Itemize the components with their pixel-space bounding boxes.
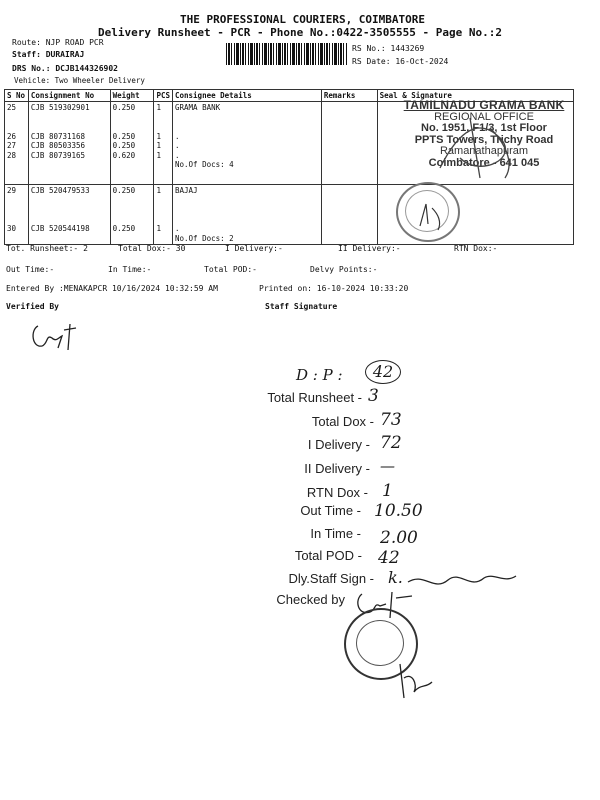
bank-stamp-address3: Ramanathapuram [439,145,529,157]
summary-staff-sign-label: Dly.Staff Sign - [288,571,374,586]
total-dox: Total Dox:- 30 [118,244,186,253]
summary-out-time-label: Out Time - [300,503,361,518]
pcs-cell: 1 1 [154,185,173,245]
staff-sign-scribble [404,566,524,596]
col-weight: Weight [110,90,154,102]
summary-i-delivery-value: 72 [380,433,402,453]
drs-label: DRS No.: [12,64,51,73]
tot-runsheet: Tot. Runsheet:- 2 [6,244,88,253]
in-time: In Time:- [108,265,152,274]
staff-label: Staff: [12,50,41,59]
summary-total-runsheet-label: Total Runsheet - [267,390,362,405]
staff-signature-label: Staff Signature [265,302,338,311]
summary-ii-delivery-label: II Delivery - [304,461,370,476]
remarks-cell [321,185,377,245]
staff-value: DURAIRAJ [45,50,85,59]
entered-by: Entered By :MENAKAPCR 10/16/2024 10:32:59 AM [6,284,218,293]
summary-rtn-dox-value: 1 [382,481,393,501]
col-remarks: Remarks [321,90,377,102]
summary-ii-delivery-value: — [380,457,395,475]
seal-signature-mark [412,196,452,236]
barcode [226,43,348,65]
summary-total-pod-label: Total POD - [294,548,362,563]
vehicle-type: Vehicle: Two Wheeler Delivery [14,76,145,85]
summary-out-time-value: 10.50 [374,501,423,521]
summary-checked-by-label: Checked by [276,592,345,607]
verified-by: Verified By [6,302,59,311]
consignee-cell: BAJAJ . No.Of Docs: 2 [172,185,321,245]
runsheet-title: Delivery Runsheet - PCR - Phone No.:0422-3505555 - Page No.:2 [98,26,502,39]
drs-value: DCJB144326902 [55,64,118,73]
bank-stamp-address1: No. 1951, F1/3, 1st Floor [421,122,547,134]
weight-cell: 0.250 0.250 [110,185,154,245]
rtn-dox: RTN Dox:- [454,244,498,253]
consignment-cell: CJB 520479533 CJB 520544198 [28,185,110,245]
ii-delivery: II Delivery:- [338,244,401,253]
dp-value: 42 [365,360,401,384]
consignee-cell: GRAMA BANK . . . No.Of Docs: 4 [172,102,321,185]
route-label: Route: [12,38,41,47]
company-name: THE PROFESSIONAL COURIERS, COIMBATORE [180,13,426,26]
route-row [12,38,104,47]
summary-total-dox-label: Total Dox - [311,414,374,429]
total-pod: Total POD:- [204,265,257,274]
col-pcs: PCS [154,90,173,102]
verifier-signature [28,318,88,358]
sno-cell: 25 26 27 28 [5,102,29,185]
summary-total-runsheet-value: 3 [368,386,379,406]
remarks-cell [321,102,377,185]
bank-signature-scribble [420,108,530,188]
staff-row [12,50,84,59]
table-row-group [5,185,574,245]
bank-stamp-address2: PPTS Towers, Trichy Road [414,133,554,146]
delvy-points: Delvy Points:- [310,265,378,274]
summary-rtn-dox-label: RTN Dox - [306,485,368,500]
dp-label: D : P : [296,366,343,384]
rs-number: RS No.: 1443269 [352,44,425,53]
col-consignment: Consignment No [28,90,110,102]
i-delivery: I Delivery:- [225,244,283,253]
pcs-cell: 1 1 1 1 [154,102,173,185]
summary-total-pod-value: 42 [378,548,400,568]
summary-staff-sign-value: k. [388,568,403,587]
sno-cell: 29 30 [5,185,29,245]
summary-in-time-value: 2.00 [380,528,418,548]
consignment-cell: CJB 519302901 CJB 80731168 CJB 80503356 CJB 80739165 [28,102,110,185]
out-time: Out Time:- [6,265,55,274]
printed-on: Printed on: 16-10-2024 10:33:20 [259,284,409,293]
bank-stamp-address4: Coimbatore - 641 045 [428,156,540,169]
col-consignee: Consignee Details [172,90,321,102]
bank-stamp-office: REGIONAL OFFICE [434,110,534,123]
route-value: NJP ROAD PCR [45,38,104,47]
drs-row [12,64,118,73]
rs-date: RS Date: 16-Oct-2024 [352,57,449,66]
summary-i-delivery-label: I Delivery - [307,437,370,452]
bottom-signature [392,654,442,704]
bank-stamp-name: TAMILNADU GRAMA BANK [403,98,565,112]
col-sno: S No [5,90,29,102]
summary-total-dox-value: 73 [380,410,402,430]
summary-in-time-label: In Time - [310,526,361,541]
weight-cell: 0.250 0.250 0.250 0.620 [110,102,154,185]
col-seal-signature: Seal & Signature [377,90,573,102]
